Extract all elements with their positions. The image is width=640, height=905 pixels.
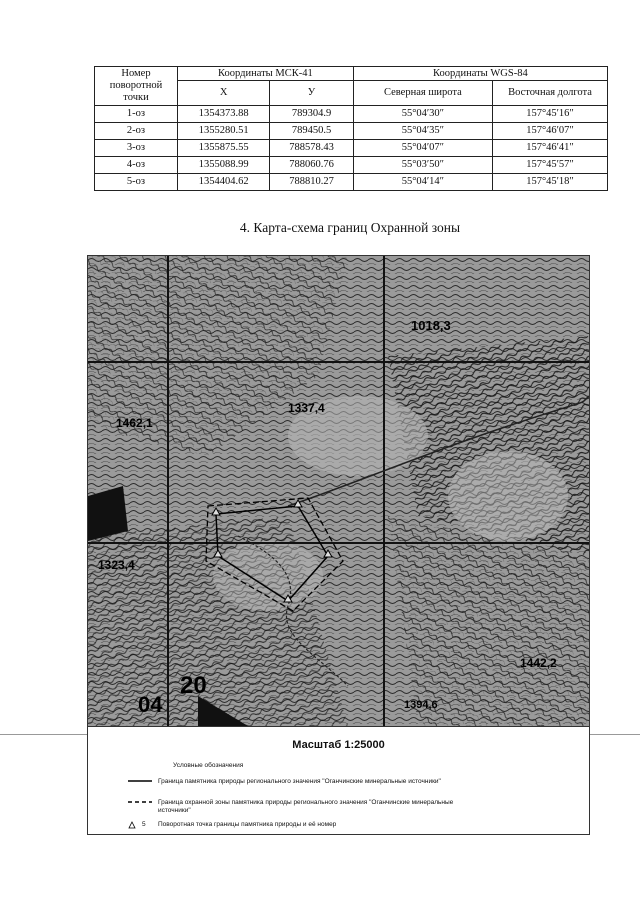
grid-number: 20 xyxy=(180,672,207,699)
table-row xyxy=(95,123,608,140)
header-msk-group: Координаты МСК-41 xyxy=(178,67,354,81)
cell-x: 1355875.55 xyxy=(178,140,270,157)
header-east-lon: Восточная долгота xyxy=(493,81,608,106)
cell-point: 5-оз xyxy=(95,174,178,191)
cell-y: 788060.76 xyxy=(270,157,353,174)
legend-item-label: Граница охранной зоны памятника природы регионального значения "Оганчинские минеральные источники" xyxy=(158,799,454,814)
cell-lon: 157°46′07″ xyxy=(493,123,608,140)
elevation-label: 1442,2 xyxy=(520,656,557,670)
cell-x: 1354404.62 xyxy=(178,174,270,191)
section-title: 4. Карта-схема границ Охранной зоны xyxy=(239,220,461,235)
cell-lon: 157°45′16″ xyxy=(493,106,608,123)
cell-point: 1-оз xyxy=(95,106,178,123)
cell-lat: 55°04′07″ xyxy=(353,140,492,157)
dashed-line-icon xyxy=(128,799,152,807)
cell-lon: 157°45′57″ xyxy=(493,157,608,174)
map-graphic xyxy=(88,256,589,726)
legend-title: Условные обозначения xyxy=(173,762,244,769)
triangle-marker-icon xyxy=(128,821,152,829)
topographic-map xyxy=(87,255,590,727)
cell-y: 788810.27 xyxy=(270,174,353,191)
coordinates-table xyxy=(94,66,608,191)
elevation-label: 1323,4 xyxy=(98,558,135,572)
elevation-label: 1337,4 xyxy=(288,401,325,415)
table-row xyxy=(95,157,608,174)
cell-point: 2-оз xyxy=(95,123,178,140)
legend-item-turn-point xyxy=(128,821,488,831)
table-row xyxy=(95,106,608,123)
cell-lon: 157°45′18″ xyxy=(493,174,608,191)
elevation-label: 1394,6 xyxy=(404,699,438,711)
elevation-label: 1018,3 xyxy=(411,318,451,333)
header-north-lat: Северная широта xyxy=(353,81,492,106)
cell-x: 1355088.99 xyxy=(178,157,270,174)
legend-item-boundary xyxy=(128,778,488,794)
cell-lat: 55°04′14″ xyxy=(353,174,492,191)
cell-lat: 55°04′30″ xyxy=(353,106,492,123)
header-point-number: Номер поворотной точки xyxy=(95,67,178,106)
cell-y: 788578.43 xyxy=(270,140,353,157)
cell-lon: 157°46′41″ xyxy=(493,140,608,157)
legend-marker-number: 5 xyxy=(142,821,146,828)
table-row xyxy=(95,140,608,157)
cell-point: 3-оз xyxy=(95,140,178,157)
legend-item-label: Граница памятника природы регионального значения "Оганчинские минеральные источники" xyxy=(158,778,441,785)
map-legend xyxy=(87,726,590,835)
legend-item-protection-zone xyxy=(128,799,488,815)
cell-y: 789304.9 xyxy=(270,106,353,123)
map-scale: Масштаб 1:25000 xyxy=(292,739,385,751)
cell-x: 1354373.88 xyxy=(178,106,270,123)
cell-lat: 55°03′50″ xyxy=(353,157,492,174)
grid-number: 04 xyxy=(138,692,163,717)
header-x: X xyxy=(178,81,270,106)
table-row xyxy=(95,174,608,191)
cell-y: 789450.5 xyxy=(270,123,353,140)
elevation-label: 1462,1 xyxy=(116,416,153,430)
cell-x: 1355280.51 xyxy=(178,123,270,140)
solid-line-icon xyxy=(128,778,152,786)
header-y: У xyxy=(270,81,353,106)
cell-point: 4-оз xyxy=(95,157,178,174)
header-wgs-group: Координаты WGS-84 xyxy=(353,67,607,81)
legend-item-label: Поворотная точка границы памятника природы и её номер xyxy=(158,821,337,828)
cell-lat: 55°04′35″ xyxy=(353,123,492,140)
